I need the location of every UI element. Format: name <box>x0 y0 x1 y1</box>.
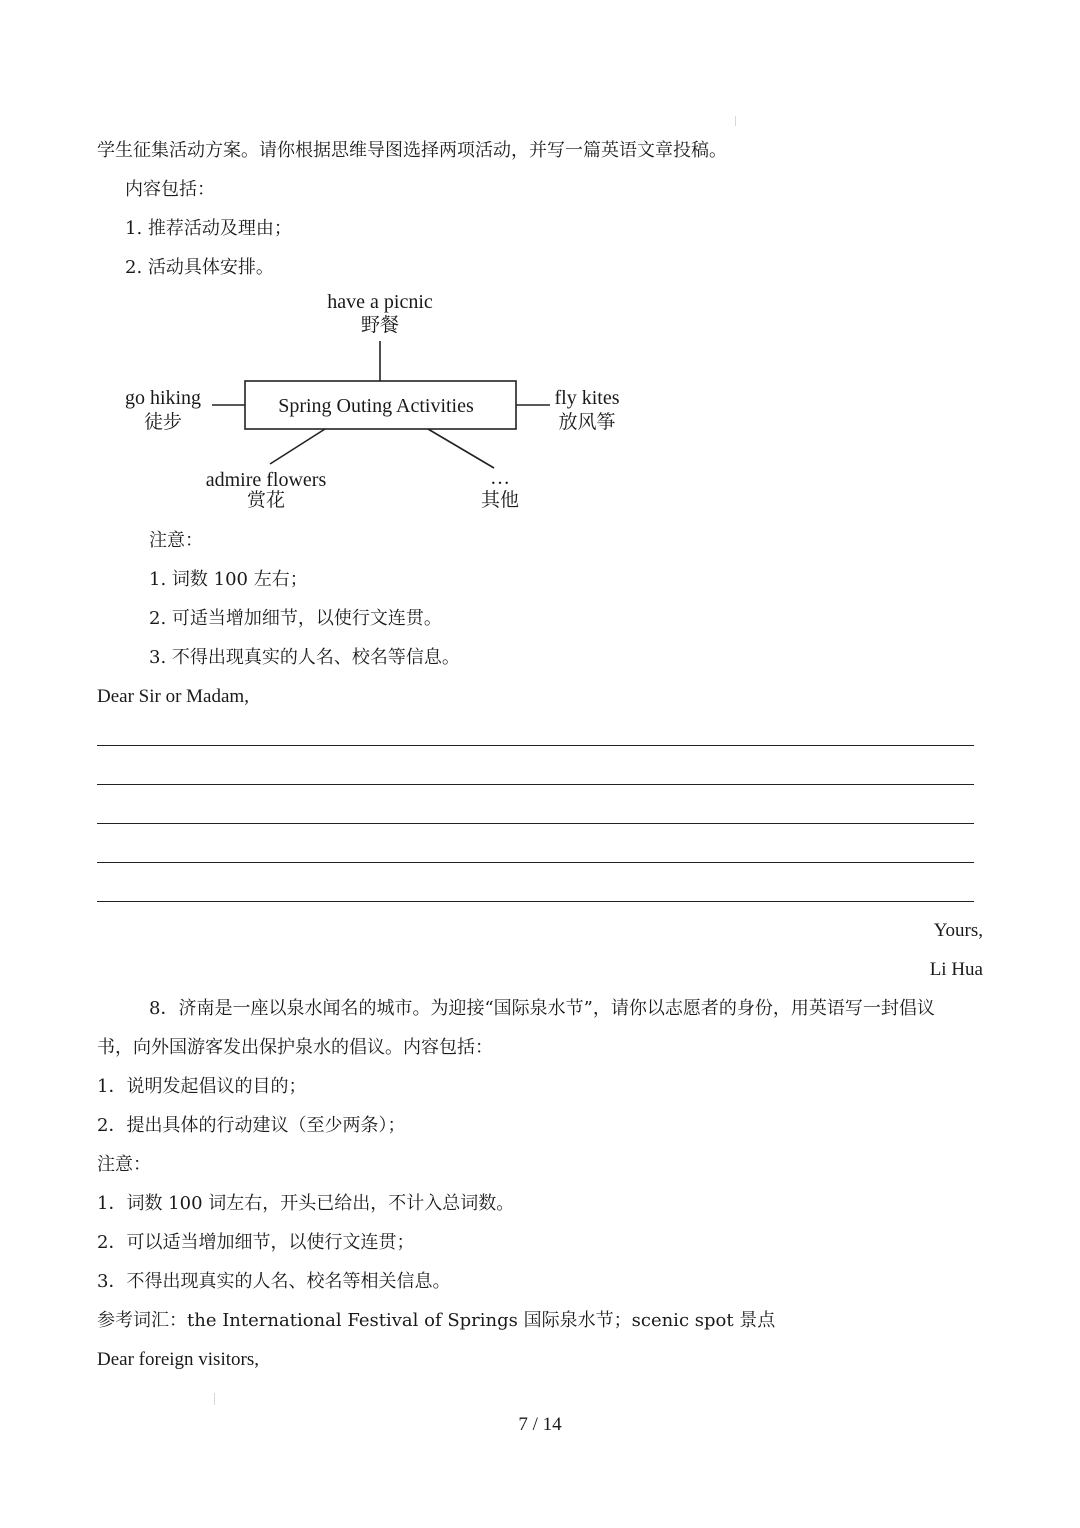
task8-vocab: 参考词汇：the International Festival of Springs 国际泉水节；scenic spot 景点 <box>97 1310 776 1331</box>
task8-greeting: Dear foreign visitors, <box>97 1349 259 1370</box>
task8-content-item: 2．提出具体的行动建议（至少两条）； <box>97 1115 406 1136</box>
node-others-zh: 其他 <box>480 490 520 511</box>
page-number: 7 / 14 <box>518 1414 562 1435</box>
task8-note: 1．词数 100 词左右，开头已给出，不计入总词数。 <box>97 1193 515 1214</box>
task7-note: 3. 不得出现真实的人名、校名等信息。 <box>149 647 460 668</box>
answer-line[interactable] <box>97 745 974 746</box>
task7-content-item: 1. 推荐活动及理由； <box>125 218 292 239</box>
node-hiking-en: go hiking <box>124 387 202 409</box>
node-kites-zh: 放风筝 <box>558 412 616 433</box>
task7-content-item: 2. 活动具体安排。 <box>125 257 274 278</box>
answer-line[interactable] <box>97 823 974 824</box>
node-hiking-zh: 徒步 <box>143 412 183 433</box>
answer-line[interactable] <box>97 901 974 902</box>
connector-bottom-right <box>428 429 494 468</box>
scan-mark <box>214 1393 215 1405</box>
task7-greeting: Dear Sir or Madam, <box>97 686 249 707</box>
center-label: Spring Outing Activities <box>278 395 474 417</box>
task7-closing: Yours, <box>933 920 983 941</box>
mind-map-diagram <box>110 286 640 516</box>
task7-intro-tail: 学生征集活动方案。请你根据思维导图选择两项活动，并写一篇英语文章投稿。 <box>97 140 727 161</box>
task7-content-heading: 内容包括： <box>125 179 215 200</box>
node-kites-en: fly kites <box>554 387 620 409</box>
connector-bottom-left <box>270 429 325 464</box>
task8-prompt: 8．济南是一座以泉水闻名的城市。为迎接“国际泉水节”，请你以志愿者的身份，用英语写一封倡议 <box>149 998 935 1019</box>
node-picnic-zh: 野餐 <box>360 315 400 336</box>
node-picnic-en: have a picnic <box>327 291 433 313</box>
task8-note: 2．可以适当增加细节，以使行文连贯； <box>97 1232 415 1253</box>
task7-note: 1. 词数 100 左右； <box>149 569 308 590</box>
task8-prompt: 书，向外国游客发出保护泉水的倡议。内容包括： <box>97 1037 493 1058</box>
task8-content-item: 1．说明发起倡议的目的； <box>97 1076 307 1097</box>
node-flowers-zh: 赏花 <box>246 490 286 511</box>
scan-mark <box>735 116 736 126</box>
node-flowers-en: admire flowers <box>205 469 327 491</box>
task7-notes-heading: 注意： <box>149 530 203 551</box>
task7-note: 2. 可适当增加细节，以使行文连贯。 <box>149 608 442 629</box>
task8-notes-heading: 注意： <box>97 1154 151 1175</box>
answer-line[interactable] <box>97 784 974 785</box>
node-others-en: … <box>490 467 510 489</box>
task7-signature: Li Hua <box>929 959 983 980</box>
task8-note: 3．不得出现真实的人名、校名等相关信息。 <box>97 1271 451 1292</box>
answer-line[interactable] <box>97 862 974 863</box>
